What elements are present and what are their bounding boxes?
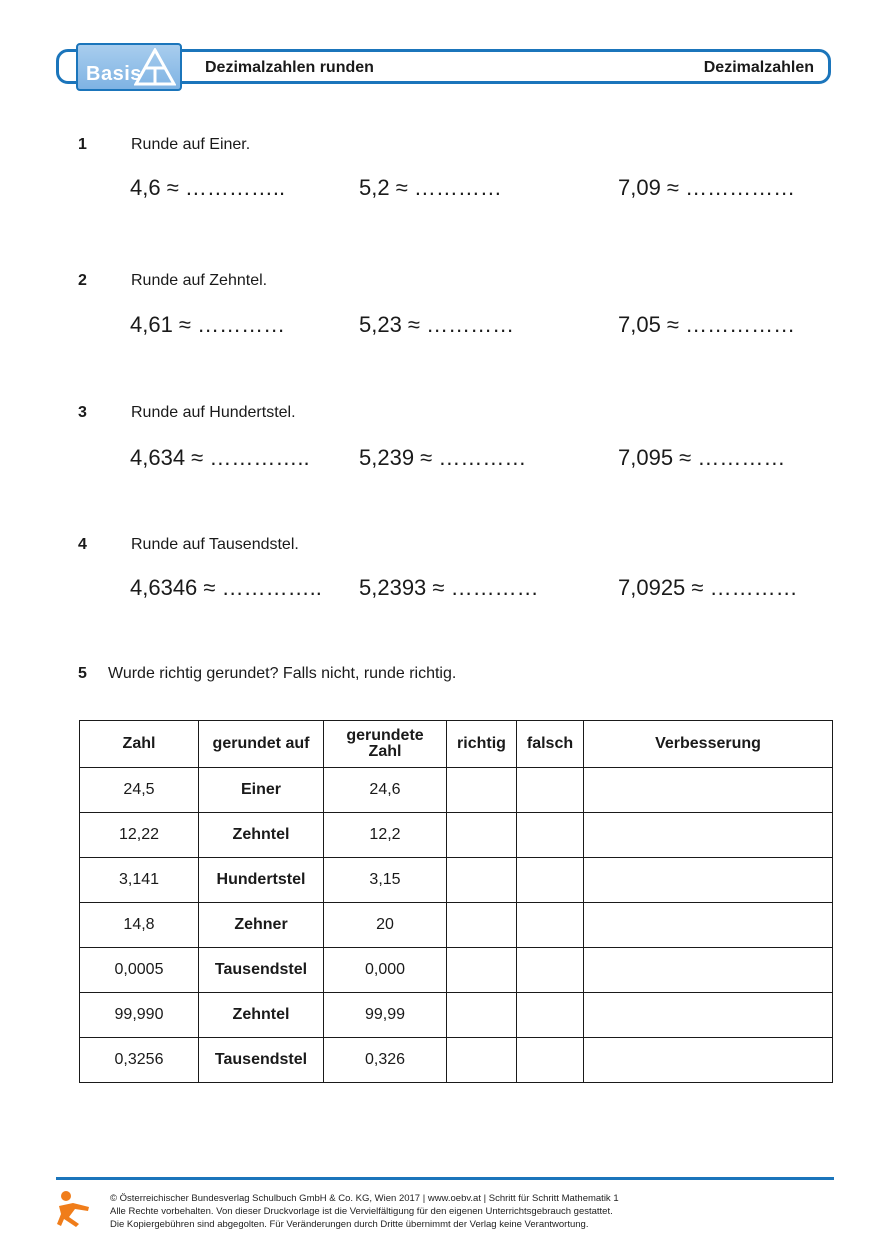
cell-zahl: 3,141 <box>80 858 199 903</box>
footer-line-2: Alle Rechte vorbehalten. Von dieser Druckvorlage ist die Vervielfältigung für den eigenen Unterrichtsgebrauch gestattet. <box>110 1206 613 1217</box>
cell-gerundete-zahl: 0,326 <box>324 1038 447 1083</box>
footer-copyright <box>110 1192 619 1231</box>
task-3-item: 5,239 ≈ ………… <box>359 445 527 470</box>
cell-zahl: 0,3256 <box>80 1038 199 1083</box>
task-3-item: 7,095 ≈ ………… <box>618 445 786 470</box>
cell-richtig[interactable] <box>447 948 517 993</box>
cell-gerundet-auf: Zehntel <box>199 813 324 858</box>
table-row <box>80 948 833 993</box>
cell-gerundet-auf: Tausendstel <box>199 948 324 993</box>
task-3-number: 3 <box>78 404 87 421</box>
cell-falsch[interactable] <box>517 813 584 858</box>
cell-verbesserung[interactable] <box>584 903 833 948</box>
cell-gerundete-zahl: 99,99 <box>324 993 447 1038</box>
task-2-number: 2 <box>78 272 87 289</box>
cell-richtig[interactable] <box>447 858 517 903</box>
cell-zahl: 99,990 <box>80 993 199 1038</box>
publisher-logo-icon <box>55 1190 93 1228</box>
cell-richtig[interactable] <box>447 993 517 1038</box>
cell-gerundet-auf: Zehntel <box>199 993 324 1038</box>
cell-verbesserung[interactable] <box>584 858 833 903</box>
cell-falsch[interactable] <box>517 993 584 1038</box>
cell-gerundet-auf: Tausendstel <box>199 1038 324 1083</box>
cell-gerundet-auf: Hundertstel <box>199 858 324 903</box>
cell-richtig[interactable] <box>447 903 517 948</box>
task-1-item: 7,09 ≈ …………… <box>618 175 796 200</box>
pyramid-icon <box>134 48 176 86</box>
task-1-item: 4,6 ≈ ………….. <box>130 175 286 200</box>
task-3-instruction: Runde auf Hundertstel. <box>131 404 296 421</box>
cell-zahl: 12,22 <box>80 813 199 858</box>
cell-zahl: 24,5 <box>80 768 199 813</box>
header-falsch: falsch <box>517 721 584 768</box>
page-title: Dezimalzahlen runden <box>205 59 374 76</box>
cell-gerundete-zahl: 24,6 <box>324 768 447 813</box>
task-4-instruction: Runde auf Tausendstel. <box>131 536 299 553</box>
task-2-item: 7,05 ≈ …………… <box>618 312 796 337</box>
header-richtig: richtig <box>447 721 517 768</box>
table-row <box>80 1038 833 1083</box>
cell-gerundet-auf: Einer <box>199 768 324 813</box>
cell-falsch[interactable] <box>517 903 584 948</box>
cell-gerundete-zahl: 0,000 <box>324 948 447 993</box>
task-4-number: 4 <box>78 536 87 553</box>
cell-zahl: 0,0005 <box>80 948 199 993</box>
header-gerundete-zahl: gerundete Zahl <box>324 721 447 768</box>
cell-gerundete-zahl: 3,15 <box>324 858 447 903</box>
footer-line-1: © Österreichischer Bundesverlag Schulbuch GmbH & Co. KG, Wien 2017 | www.oebv.at | Schritt für Schritt Mathematik 1 <box>110 1193 619 1204</box>
cell-verbesserung[interactable] <box>584 948 833 993</box>
table-header-row <box>80 721 833 768</box>
basis-label: Basis <box>86 63 142 85</box>
header-gerundet-auf: gerundet auf <box>199 721 324 768</box>
cell-falsch[interactable] <box>517 768 584 813</box>
cell-richtig[interactable] <box>447 1038 517 1083</box>
table-row <box>80 813 833 858</box>
task-5-number: 5 <box>78 665 87 682</box>
cell-verbesserung[interactable] <box>584 1038 833 1083</box>
rounding-table <box>79 720 833 1083</box>
task-1-number: 1 <box>78 136 87 153</box>
task-4-item: 7,0925 ≈ ………… <box>618 575 798 600</box>
header-zahl: Zahl <box>80 721 199 768</box>
page-topic: Dezimalzahlen <box>703 59 814 76</box>
table-row <box>80 903 833 948</box>
cell-falsch[interactable] <box>517 858 584 903</box>
cell-richtig[interactable] <box>447 768 517 813</box>
task-4-item: 4,6346 ≈ ………….. <box>130 575 322 600</box>
cell-falsch[interactable] <box>517 948 584 993</box>
header-verbesserung: Verbesserung <box>584 721 833 768</box>
footer-line-3: Die Kopiergebühren sind abgegolten. Für Veränderungen durch Dritte übernimmt der Verlag keine Verantwortung. <box>110 1219 589 1230</box>
cell-verbesserung[interactable] <box>584 768 833 813</box>
task-5-instruction: Wurde richtig gerundet? Falls nicht, runde richtig. <box>108 665 457 682</box>
footer-divider <box>56 1177 834 1180</box>
cell-richtig[interactable] <box>447 813 517 858</box>
table-row <box>80 768 833 813</box>
task-2-item: 5,23 ≈ ………… <box>359 312 515 337</box>
table-row <box>80 858 833 903</box>
cell-gerundete-zahl: 12,2 <box>324 813 447 858</box>
cell-gerundete-zahl: 20 <box>324 903 447 948</box>
basis-badge <box>76 43 182 91</box>
task-2-instruction: Runde auf Zehntel. <box>131 272 268 289</box>
task-2-item: 4,61 ≈ ………… <box>130 312 286 337</box>
cell-falsch[interactable] <box>517 1038 584 1083</box>
table-row <box>80 993 833 1038</box>
task-3-item: 4,634 ≈ ………….. <box>130 445 310 470</box>
cell-gerundet-auf: Zehner <box>199 903 324 948</box>
cell-verbesserung[interactable] <box>584 813 833 858</box>
cell-verbesserung[interactable] <box>584 993 833 1038</box>
cell-zahl: 14,8 <box>80 903 199 948</box>
task-4-item: 5,2393 ≈ ………… <box>359 575 539 600</box>
task-1-instruction: Runde auf Einer. <box>131 136 251 153</box>
task-1-item: 5,2 ≈ ………… <box>359 175 502 200</box>
